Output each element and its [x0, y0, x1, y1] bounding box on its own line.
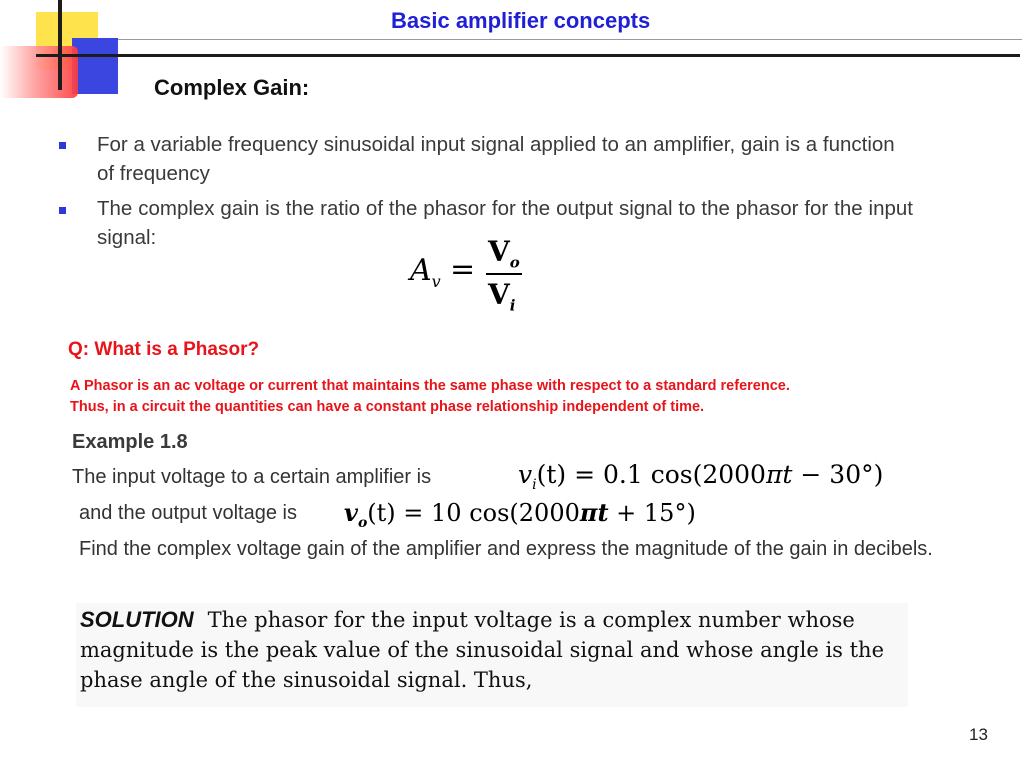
input-arg: (t) = 0.1 cos(2000	[536, 460, 766, 489]
equation-lhs	[410, 253, 441, 291]
logo-blue-square	[72, 38, 118, 94]
output-arg: (t) = 10 cos(2000	[367, 499, 580, 527]
phasor-answer	[70, 376, 950, 418]
input-voltage-equation	[518, 460, 883, 493]
equation-numerator-sub: o	[509, 253, 520, 272]
bullet-marker-2	[59, 207, 66, 214]
equation-denominator	[488, 278, 515, 315]
output-pi: π	[579, 498, 598, 527]
bullet-1-text: For a variable frequency sinusoidal input signal applied to an amplifier, gain is a function of frequency	[97, 133, 895, 185]
solution-label: SOLUTION	[80, 607, 194, 632]
page-number: 13	[969, 725, 988, 744]
bullet-marker-1	[59, 142, 66, 149]
example-find-text	[79, 536, 939, 563]
solution-text: The phasor for the input voltage is a complex number whose magnitude is the peak value of the sinusoidal signal and whose angle is the phase angle of the sinusoidal signal. Thus,	[80, 608, 884, 692]
logo-vertical-line	[58, 0, 62, 90]
equation-numerator	[488, 235, 520, 272]
top-thin-line	[118, 39, 1022, 40]
equation-denominator-sub: i	[509, 296, 516, 315]
equation-lhs-symbol: A	[410, 253, 432, 288]
example-input-prefix: The input voltage to a certain amplifier is	[72, 466, 432, 488]
equation-denominator-symbol: V	[488, 278, 510, 311]
example-output-prefix: and the output voltage is	[79, 502, 297, 524]
output-fn: v	[344, 498, 358, 527]
output-voltage-equation	[344, 498, 696, 531]
slide-subtitle: Complex Gain:	[154, 75, 310, 100]
phasor-question: Q: What is a Phasor?	[68, 339, 260, 360]
example-find-content: Find the complex voltage gain of the amplifier and express the magnitude of the gain in decibels.	[79, 538, 933, 560]
input-t: t	[782, 460, 793, 489]
equation-equals: =	[450, 252, 476, 287]
bullet-2-text-content: The complex gain is the ratio of the phasor for the output signal to the phasor for the input signal:	[97, 197, 913, 249]
example-title: Example 1.8	[72, 431, 188, 453]
equation-fraction-bar	[486, 273, 522, 275]
input-fn-sub: i	[532, 477, 537, 493]
input-pi: π	[765, 460, 783, 489]
phasor-answer-line-1: A Phasor is an ac voltage or current that maintains the same phase with respect to a standard reference.	[70, 378, 790, 394]
output-t: t	[597, 498, 609, 527]
input-fn: v	[518, 460, 533, 489]
title-divider-line	[36, 54, 1020, 57]
equation-lhs-sub: v	[431, 272, 441, 291]
phasor-answer-line-2: Thus, in a circuit the quantities can have a constant phase relationship independent of time.	[70, 399, 705, 415]
slide-title: Basic amplifier concepts	[391, 8, 651, 33]
output-tail: + 15°)	[608, 499, 696, 527]
input-tail: − 30°)	[792, 460, 884, 489]
output-fn-sub: o	[357, 514, 368, 531]
equation-numerator-symbol: V	[488, 235, 510, 268]
solution-text-block	[80, 605, 906, 695]
